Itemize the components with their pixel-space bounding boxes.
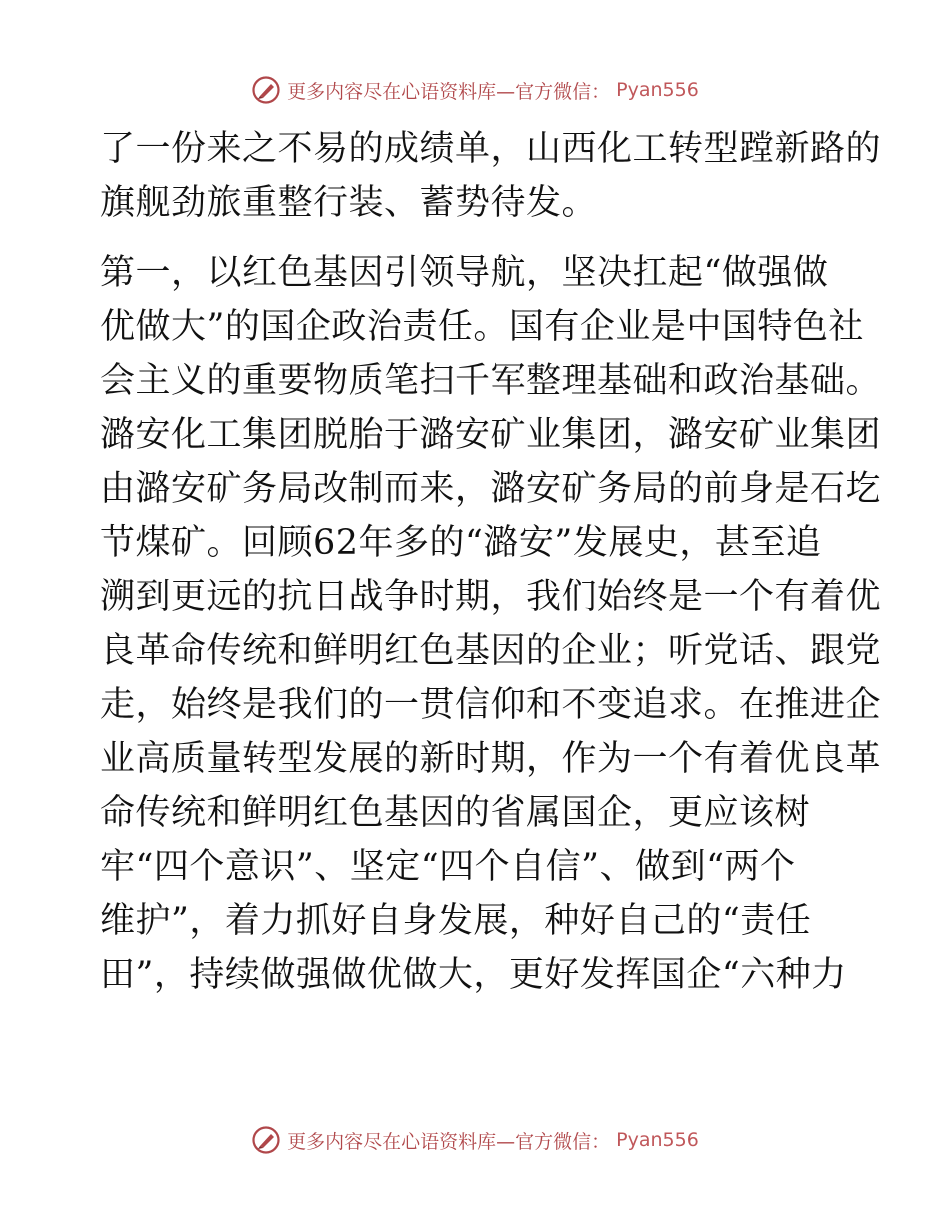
- pen-logo-icon: [251, 75, 281, 105]
- text-line: 优做大”的国企政治责任。国有企业是中国特色社: [100, 307, 864, 347]
- watermark-handle: Pyan556: [616, 79, 699, 101]
- text-line: 旗舰劲旅重整行装、蓄势待发。: [100, 183, 598, 223]
- text-line: 走，始终是我们的一贯信仰和不变追求。在推进企: [100, 685, 882, 725]
- text-line: 由潞安矿务局改制而来，潞安矿务局的前身是石圪: [100, 469, 882, 509]
- paragraph: [100, 246, 882, 1002]
- text-line: 会主义的重要物质笔扫千军整理基础和政治基础。: [100, 361, 882, 401]
- watermark-handle: Pyan556: [616, 1129, 699, 1151]
- text-line: 第一，以红色基因引领导航，坚决扛起“做强做: [100, 253, 829, 293]
- header-watermark: [0, 74, 950, 106]
- watermark-text: 更多内容尽在心语资料库—官方微信：: [287, 1130, 611, 1153]
- pen-logo-icon: [251, 1125, 281, 1155]
- text-line: 牢“四个意识”、坚定“四个自信”、做到“两个: [100, 847, 796, 887]
- text-line: 命传统和鲜明红色基因的省属国企，更应该树: [100, 793, 811, 833]
- text-line: 溯到更远的抗日战争时期，我们始终是一个有着优: [100, 577, 882, 617]
- text-line: 良革命传统和鲜明红色基因的企业；听党话、跟党: [100, 631, 882, 671]
- text-line: 节煤矿。回顾62年多的“潞安”发展史，甚至追: [100, 523, 822, 563]
- text-line: 田”，持续做强做优做大，更好发挥国企“六种力: [100, 955, 847, 995]
- document-body: [100, 122, 882, 1002]
- text-line: 维护”，着力抓好自身发展，种好自己的“责任: [100, 901, 812, 941]
- text-line: 了一份来之不易的成绩单，山西化工转型蹚新路的: [100, 129, 882, 169]
- footer-watermark: [0, 1124, 950, 1156]
- text-line: 潞安化工集团脱胎于潞安矿业集团，潞安矿业集团: [100, 415, 882, 455]
- watermark-text: 更多内容尽在心语资料库—官方微信：: [287, 80, 611, 103]
- text-line: 业高质量转型发展的新时期，作为一个有着优良革: [100, 739, 882, 779]
- paragraph: [100, 122, 882, 230]
